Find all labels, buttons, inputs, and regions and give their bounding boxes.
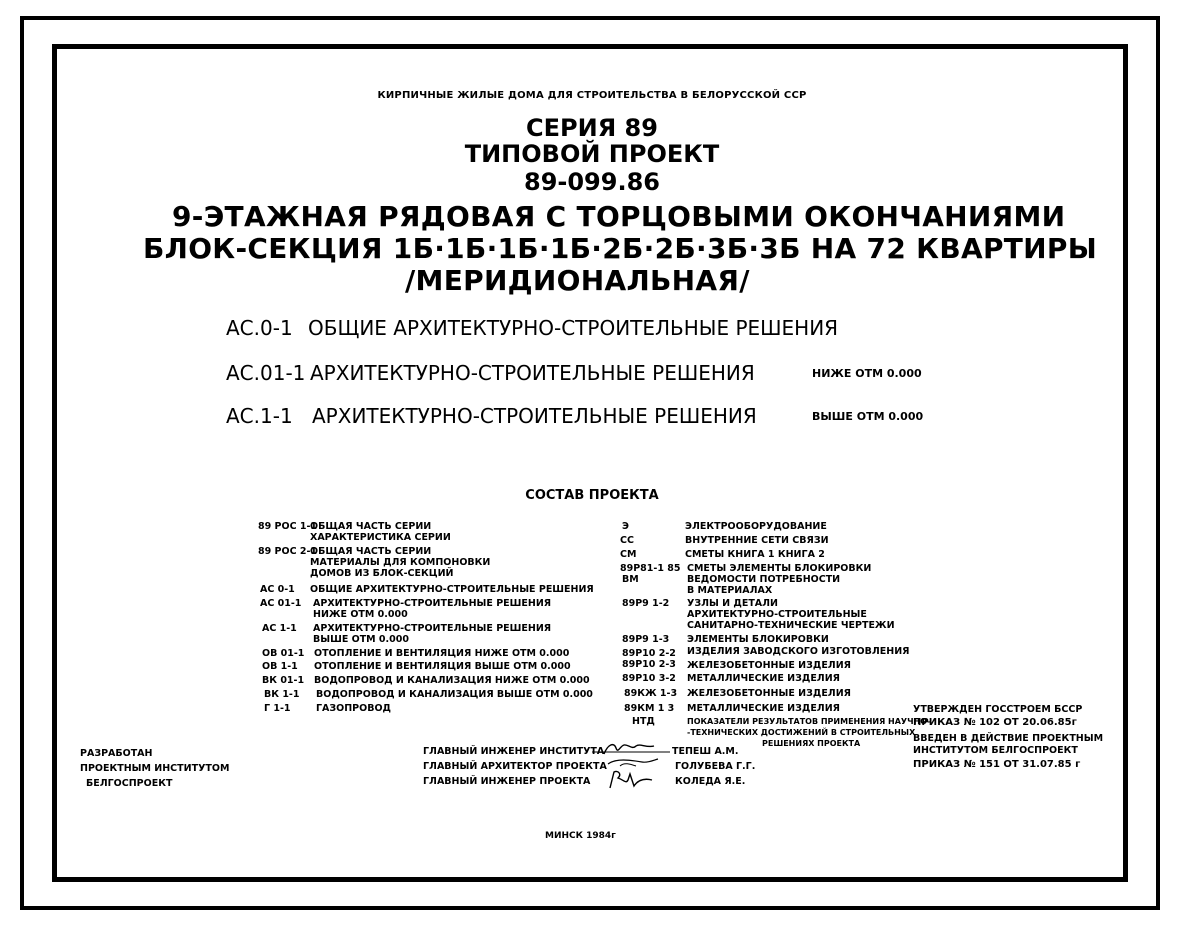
contents-line: ЖЕЛЕЗОБЕТОННЫЕ ИЗДЕЛИЯ [687,688,851,699]
contents-line: ВЕДОМОСТИ ПОТРЕБНОСТИ [687,574,841,585]
contents-code: СС [620,535,634,546]
developer-line: БЕЛГОСПРОЕКТ [86,778,173,789]
contents-code: 89Р9 1-2 [622,598,670,609]
signature-drawing [590,740,674,792]
signatory-role: ГЛАВНЫЙ ИНЖЕНЕР ПРОЕКТА [423,776,591,787]
contents-line: ЭЛЕМЕНТЫ БЛОКИРОВКИ [687,634,829,645]
volume-name: АРХИТЕКТУРНО-СТРОИТЕЛЬНЫЕ РЕШЕНИЯ [312,404,757,428]
contents-code: 89Р10 2-3 [622,659,676,670]
contents-line: В МАТЕРИАЛАХ [687,585,773,596]
signatory-role: ГЛАВНЫЙ ИНЖЕНЕР ИНСТИТУТА [423,746,605,757]
contents-code: НТД [632,716,655,727]
signatory-name: ТЕПЕШ А.М. [672,746,739,757]
contents-line: ВЫШЕ ОТМ 0.000 [313,634,409,645]
contents-line: САНИТАРНО-ТЕХНИЧЕСКИЕ ЧЕРТЕЖИ [687,620,895,631]
contents-line: УЗЛЫ И ДЕТАЛИ [687,598,778,609]
volume-note: НИЖЕ ОТМ 0.000 [812,367,922,380]
signatory-name: ГОЛУБЕВА Г.Г. [675,761,756,772]
volume-name: ОБЩИЕ АРХИТЕКТУРНО-СТРОИТЕЛЬНЫЕ РЕШЕНИЯ [308,316,839,340]
contents-code: ВМ [622,574,639,585]
contents-line: ОБЩАЯ ЧАСТЬ СЕРИИ [310,546,432,557]
contents-line: АРХИТЕКТУРНО-СТРОИТЕЛЬНЫЕ [687,609,867,620]
contents-line: ГАЗОПРОВОД [316,703,391,714]
contents-code: ОВ 1-1 [262,661,298,672]
contents-line: АРХИТЕКТУРНО-СТРОИТЕЛЬНЫЕ РЕШЕНИЯ [313,598,552,609]
approval-line: УТВЕРЖДЕН ГОССТРОЕМ БССР [913,704,1083,715]
contents-line: ПОКАЗАТЕЛИ РЕЗУЛЬТАТОВ ПРИМЕНЕНИЯ НАУЧНО- [687,717,931,726]
contents-code: АС 1-1 [262,623,297,634]
contents-code: ВК 01-1 [262,675,305,686]
contents-line: ИЗДЕЛИЯ ЗАВОДСКОГО ИЗГОТОВЛЕНИЯ [687,646,910,657]
signatory-role: ГЛАВНЫЙ АРХИТЕКТОР ПРОЕКТА [423,761,607,772]
contents-line: МЕТАЛЛИЧЕСКИЕ ИЗДЕЛИЯ [687,673,840,684]
project-number: 89-099.86 [524,168,660,196]
contents-code: ВК 1-1 [264,689,300,700]
project-label: ТИПОВОЙ ПРОЕКТ [464,140,720,168]
volume-code: АС.1-1 [226,404,293,428]
contents-line: -ТЕХНИЧЕСКИХ ДОСТИЖЕНИЙ В СТРОИТЕЛЬНЫХ [687,728,916,737]
contents-code: 89 РОС 2-1 [258,546,318,557]
contents-code: 89Р10 3-2 [622,673,676,684]
contents-code: ОВ 01-1 [262,648,305,659]
contents-line: ДОМОВ ИЗ БЛОК-СЕКЦИЙ [310,568,454,579]
contents-line: ХАРАКТЕРИСТИКА СЕРИИ [310,532,451,543]
contents-line: ОБЩАЯ ЧАСТЬ СЕРИИ [310,521,432,532]
volume-name: АРХИТЕКТУРНО-СТРОИТЕЛЬНЫЕ РЕШЕНИЯ [310,361,755,385]
contents-line: ОТОПЛЕНИЕ И ВЕНТИЛЯЦИЯ НИЖЕ ОТМ 0.000 [314,648,570,659]
contents-line: ОТОПЛЕНИЕ И ВЕНТИЛЯЦИЯ ВЫШЕ ОТМ 0.000 [314,661,571,672]
contents-code: 89Р10 2-2 [622,648,676,659]
volume-code: АС.0-1 [226,316,293,340]
contents-code: Э [622,521,629,532]
developer-line: ПРОЕКТНЫМ ИНСТИТУТОМ [80,763,230,774]
title-line-2: БЛОК-СЕКЦИЯ 1Б·1Б·1Б·1Б·2Б·2Б·3Б·3Б НА 72 КВАРТИРЫ [143,232,1098,265]
developer-line: РАЗРАБОТАН [80,748,153,759]
contents-line: МЕТАЛЛИЧЕСКИЕ ИЗДЕЛИЯ [687,703,840,714]
contents-line: НИЖЕ ОТМ 0.000 [313,609,408,620]
contents-line: ВНУТРЕННИЕ СЕТИ СВЯЗИ [685,535,829,546]
contents-code: Г 1-1 [264,703,291,714]
contents-code: 89Р81-1 85 [620,563,681,574]
approval-line: ИНСТИТУТОМ БЕЛГОСПРОЕКТ [913,745,1078,756]
contents-line: СМЕТЫ ЭЛЕМЕНТЫ БЛОКИРОВКИ [687,563,872,574]
contents-line: СМЕТЫ КНИГА 1 КНИГА 2 [685,549,825,560]
contents-line: ЭЛЕКТРООБОРУДОВАНИЕ [685,521,827,532]
approval-order: ПРИКАЗ № 102 ОТ 20.06.85г [913,717,1077,728]
contents-title: СОСТАВ ПРОЕКТА [525,488,659,503]
city-year: МИНСК 1984г [545,831,616,841]
contents-code: 89Р9 1-3 [622,634,670,645]
contents-code: 89КМ 1 3 [624,703,675,714]
title-line-3: /МЕРИДИОНАЛЬНАЯ/ [405,264,750,297]
contents-line: МАТЕРИАЛЫ ДЛЯ КОМПОНОВКИ [310,557,491,568]
approval-line: ВВЕДЕН В ДЕЙСТВИЕ ПРОЕКТНЫМ [913,733,1104,744]
contents-line: ВОДОПРОВОД И КАНАЛИЗАЦИЯ ВЫШЕ ОТМ 0.000 [316,689,593,700]
contents-code: 89КЖ 1-3 [624,688,678,699]
contents-line: ВОДОПРОВОД И КАНАЛИЗАЦИЯ НИЖЕ ОТМ 0.000 [314,675,590,686]
contents-line: ЖЕЛЕЗОБЕТОННЫЕ ИЗДЕЛИЯ [687,660,851,671]
contents-code: СМ [620,549,637,560]
supertitle: КИРПИЧНЫЕ ЖИЛЫЕ ДОМА ДЛЯ СТРОИТЕЛЬСТВА В БЕЛОРУССКОЙ ССР [377,90,807,101]
contents-code: АС 01-1 [260,598,302,609]
signatory-name: КОЛЕДА Я.Е. [675,776,746,787]
contents-code: 89 РОС 1-1 [258,521,318,532]
contents-line: ОБЩИЕ АРХИТЕКТУРНО-СТРОИТЕЛЬНЫЕ РЕШЕНИЯ [310,584,594,595]
contents-line: АРХИТЕКТУРНО-СТРОИТЕЛЬНЫЕ РЕШЕНИЯ [313,623,552,634]
contents-line: РЕШЕНИЯХ ПРОЕКТА [762,739,861,748]
contents-code: АС 0-1 [260,584,295,595]
title-line-1: 9-ЭТАЖНАЯ РЯДОВАЯ С ТОРЦОВЫМИ ОКОНЧАНИЯМИ [172,200,1066,233]
series-title: СЕРИЯ 89 [526,114,658,142]
approval-order: ПРИКАЗ № 151 ОТ 31.07.85 г [913,759,1081,770]
volume-note: ВЫШЕ ОТМ 0.000 [812,410,924,423]
volume-code: АС.01-1 [226,361,306,385]
